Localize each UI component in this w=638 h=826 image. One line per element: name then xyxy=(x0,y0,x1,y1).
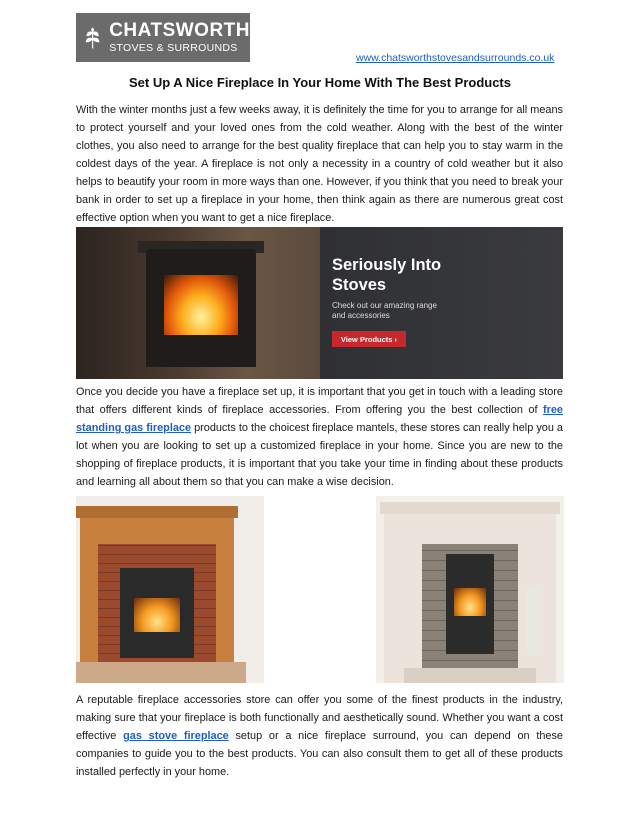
logo-wordmark xyxy=(109,21,250,54)
hearth xyxy=(76,662,246,683)
banner-heading xyxy=(332,255,441,295)
stone-surround-photo xyxy=(376,496,564,683)
paragraph-3-text-a: A reputable fireplace accessories store can offer you some of the finest products in the industry, making sure that your fireplace is both functionally and aesthetically sound. Whether you want a cost effective xyxy=(76,694,563,742)
vase xyxy=(526,586,540,656)
stove-fire xyxy=(164,275,238,335)
paragraph-3-text-b: setup or a nice fireplace surround, you can depend on these companies to guide you to the best products. You can also consult them to get all of these products installed perfectly in your home. xyxy=(76,730,563,778)
leaf-icon xyxy=(84,19,101,57)
paragraph-3 xyxy=(76,691,563,781)
wood-mantel-photo xyxy=(76,496,264,683)
logo-line-2: STOVES & SURROUNDS xyxy=(109,42,238,55)
stove-fire xyxy=(454,588,486,616)
logo-line-1: CHATSWORTH xyxy=(109,20,250,42)
banner-stove-photo xyxy=(76,227,320,379)
promo-banner[interactable] xyxy=(76,227,563,379)
paragraph-1: With the winter months just a few weeks away, it is definitely the time for you to arrange for all means to protect yourself and your loved ones from the cold weather. Along with the best of the winter clothes, you also need to arrange for the best quality fireplace that can help you to stay warm in the coldest days of the year. A fireplace is not only a necessity in a country of cold weather but it also helps to beautify your room in more ways than one. However, if you think that you need to break your bank in order to set up a fireplace in your home, then think again as there are numerous great cost effective option when you want to get a nice fireplace. xyxy=(76,104,563,224)
website-link[interactable]: www.chatsworthstovesandsurrounds.co.uk xyxy=(356,52,555,64)
gas-stove-fireplace-link[interactable]: gas stove fireplace xyxy=(123,730,229,742)
banner-text-panel xyxy=(320,227,563,379)
brand-logo xyxy=(76,13,250,62)
hearth xyxy=(404,668,536,683)
paragraph-2 xyxy=(76,383,563,491)
banner-sub-line-2: and accessories xyxy=(332,311,390,320)
banner-subtitle xyxy=(332,301,437,321)
banner-sub-line-1: Check out our amazing range xyxy=(332,301,437,310)
paragraph-2-text-a: Once you decide you have a fireplace set up, it is important that you get in touch with a leading store that offers different kinds of fireplace accessories. From offering you the best collection of xyxy=(76,386,563,416)
view-products-button[interactable]: View Products › xyxy=(332,331,406,347)
wood-mantel-shelf xyxy=(76,506,238,518)
banner-heading-line-1: Seriously Into xyxy=(332,256,442,274)
free-standing-gas-fireplace-link[interactable]: free standing gas fireplace xyxy=(76,404,563,434)
article-title: Set Up A Nice Fireplace In Your Home With The Best Products xyxy=(128,75,511,90)
stone-shelf xyxy=(380,502,560,514)
stove-fire xyxy=(134,598,180,632)
banner-heading-line-2: Stoves xyxy=(332,276,387,294)
paragraph-2-text-b: products to the choicest fireplace mantels, these stores can really help you a lot when you are looking to set up a customized fireplace in your home. Since you are new to the shopping of fireplace products, it is important that you take your time in finding about these products and learning all about them so that you can make a wise decision. xyxy=(76,422,563,488)
